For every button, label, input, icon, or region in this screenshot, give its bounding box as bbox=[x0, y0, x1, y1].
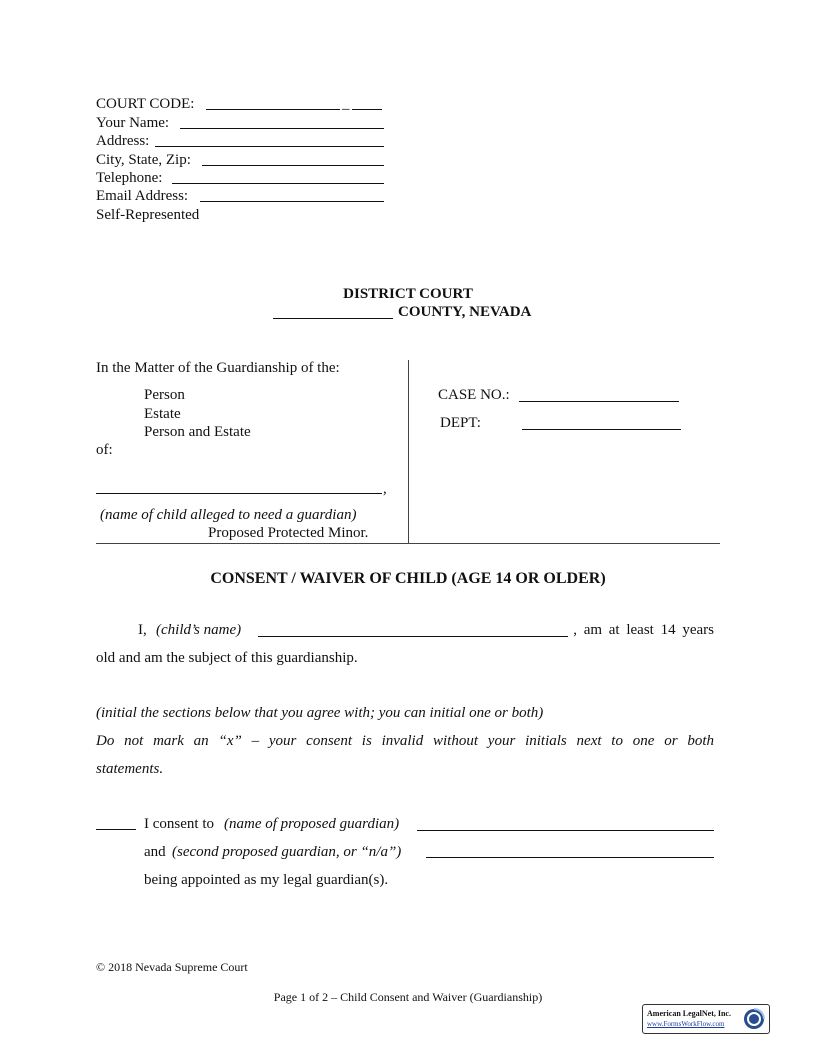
your-name-field[interactable] bbox=[180, 128, 384, 129]
form-title: CONSENT / WAIVER OF CHILD (AGE 14 OR OLDER) bbox=[210, 570, 606, 587]
copyright: © 2018 Nevada Supreme Court bbox=[96, 960, 248, 974]
child-name-caption-field[interactable] bbox=[96, 493, 382, 494]
address-label: Address: bbox=[96, 133, 150, 149]
telephone-field[interactable] bbox=[172, 183, 384, 184]
second-guardian-hint: (second proposed guardian, or “n/a”) bbox=[172, 844, 402, 860]
statement-prefix: I, bbox=[138, 622, 147, 638]
county-label: COUNTY, NEVADA bbox=[398, 304, 532, 320]
statement-age: , am at least 14 years bbox=[573, 622, 714, 638]
caption-comma: , bbox=[383, 481, 387, 497]
globe-icon bbox=[742, 1007, 766, 1031]
initials-field[interactable] bbox=[96, 829, 136, 830]
instructions-3: statements. bbox=[96, 761, 164, 777]
court-code-suffix: _ bbox=[342, 96, 350, 112]
instructions-2: Do not mark an “x” – your consent is invalid without your initials next to one or both bbox=[96, 733, 714, 749]
caption-bottom-rule bbox=[96, 543, 720, 544]
forms-workflow-logo bbox=[642, 1004, 770, 1034]
consent-prefix: I consent to bbox=[144, 816, 214, 832]
court-code-field[interactable] bbox=[206, 109, 340, 110]
caption-divider bbox=[408, 360, 409, 544]
childs-name-field[interactable] bbox=[258, 636, 568, 637]
statement-line-2: old and am the subject of this guardianship. bbox=[96, 650, 358, 666]
dept-field[interactable] bbox=[522, 429, 681, 430]
minor-label: Proposed Protected Minor. bbox=[208, 525, 369, 541]
county-field[interactable] bbox=[273, 318, 393, 319]
court-code-field-2[interactable] bbox=[352, 109, 382, 110]
email-field[interactable] bbox=[200, 201, 384, 202]
logo-url[interactable]: www.FormsWorkFlow.com bbox=[647, 1020, 725, 1028]
self-represented: Self-Represented bbox=[96, 207, 200, 223]
telephone-label: Telephone: bbox=[96, 170, 163, 186]
proposed-guardian-field[interactable] bbox=[417, 830, 714, 831]
address-field[interactable] bbox=[155, 146, 384, 147]
your-name-label: Your Name: bbox=[96, 115, 170, 131]
appointed-text: being appointed as my legal guardian(s). bbox=[144, 872, 389, 888]
childs-name-hint: (child’s name) bbox=[156, 622, 242, 638]
option-estate[interactable]: Estate bbox=[144, 406, 181, 422]
case-no-field[interactable] bbox=[519, 401, 679, 402]
child-note: (name of child alleged to need a guardian) bbox=[100, 507, 357, 523]
option-person[interactable]: Person bbox=[144, 387, 185, 403]
court-title: DISTRICT COURT bbox=[343, 286, 473, 302]
dept-label: DEPT: bbox=[440, 415, 481, 431]
email-label: Email Address: bbox=[96, 188, 189, 204]
and-prefix: and bbox=[144, 844, 166, 860]
second-guardian-field[interactable] bbox=[426, 857, 714, 858]
logo-company: American LegalNet, Inc. bbox=[647, 1009, 731, 1018]
of-label: of: bbox=[96, 442, 113, 458]
proposed-guardian-hint: (name of proposed guardian) bbox=[224, 816, 400, 832]
city-field[interactable] bbox=[202, 165, 384, 166]
option-person-and-estate[interactable]: Person and Estate bbox=[144, 424, 251, 440]
matter-label: In the Matter of the Guardianship of the: bbox=[96, 360, 340, 376]
court-code-label: COURT CODE: bbox=[96, 96, 195, 112]
instructions-1: (initial the sections below that you agree with; you can initial one or both) bbox=[96, 705, 544, 721]
page-footer: Page 1 of 2 – Child Consent and Waiver (Guardianship) bbox=[273, 990, 543, 1004]
city-label: City, State, Zip: bbox=[96, 152, 191, 168]
case-no-label: CASE NO.: bbox=[438, 387, 510, 403]
